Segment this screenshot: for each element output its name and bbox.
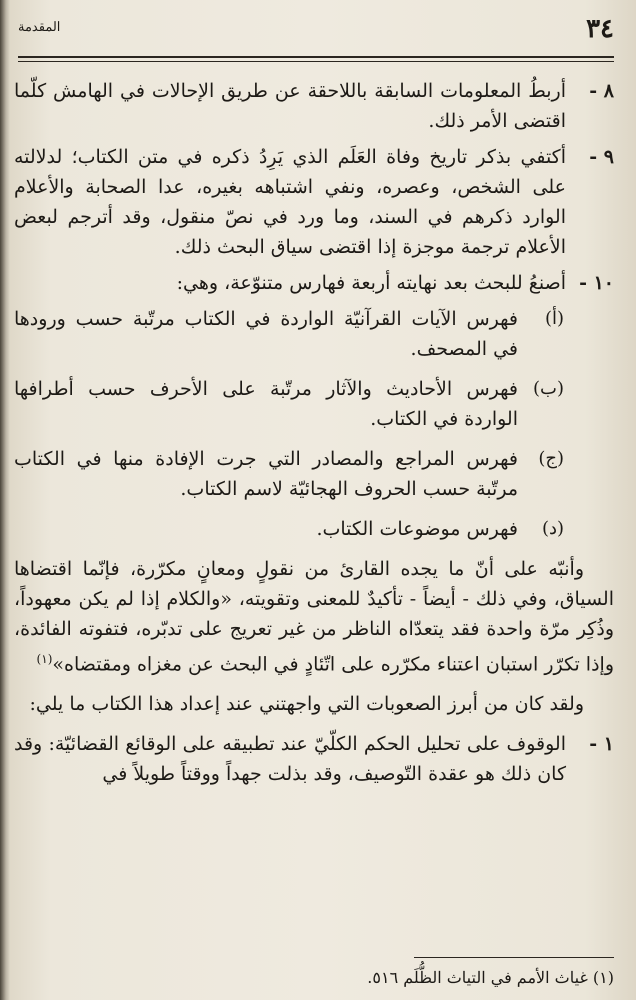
list-item (14, 142, 614, 262)
index-text: فهرس الأحاديث والآثار مرتّبة على الأحرف حسب أطرافها الواردة في الكتاب. (14, 378, 518, 430)
page-body (14, 76, 614, 795)
index-letter: (ج) (538, 448, 564, 469)
binding-shadow (0, 0, 10, 1000)
item-text: أصنعُ للبحث بعد نهايته أربعة فهارس متنوّعة، وهي: (176, 272, 566, 294)
item-number: ١٠ - (579, 272, 614, 294)
index-text: فهرس موضوعات الكتاب. (316, 518, 518, 540)
header-rule-thin (18, 61, 614, 62)
list-item (14, 76, 614, 136)
running-head: المقدمة (18, 20, 61, 35)
page-header (18, 14, 614, 58)
item-text: أكتفي بذكر تاريخ وفاة العَلَم الذي يَرِدُ ذكره في متن الكتاب؛ لدلالته على الشخص، وعصره، ونفي اشتباهه بغيره، عدا الصحابة والأعلام الوارد ذكرهم في السند، وما ورد في نصّ منقول، وقد أترجم لبعض الأعلام ترجمة موجزة إذا اقتضى سياق البحث ذلك. (14, 146, 566, 258)
repetition-note-paragraph (14, 554, 614, 679)
list-item (14, 268, 614, 298)
item-number: ١ - (589, 733, 614, 756)
list-item (14, 729, 614, 789)
index-item (14, 444, 614, 504)
item-number: ٨ - (589, 80, 614, 102)
item-text: الوقوف على تحليل الحكم الكلّيّ عند تطبيقه على الوقائع القضائيّة: وقد كان ذلك هو عقدة التّوصيف، وقد بذلت جهداً ووقتاً طويلاً في (14, 733, 566, 786)
header-rule (18, 56, 614, 58)
index-letter: (د) (541, 518, 564, 539)
index-text: فهرس المراجع والمصادر التي جرت الإفادة منها في الكتاب مرتّبة حسب الحروف الهجائيّة لاسم الكتاب. (14, 448, 518, 500)
footnote-mark: (١) (592, 968, 614, 987)
item-text: أربطُ المعلومات السابقة باللاحقة عن طريق الإحالات في الهامش كلّما اقتضى الأمر ذلك. (14, 80, 566, 132)
footnote-text: غياث الأمم في التياث الظُّلَم ٥١٦. (367, 968, 588, 987)
footnote-reference: (١) (36, 652, 53, 666)
index-letter: (أ) (544, 308, 564, 329)
index-item (14, 374, 614, 434)
index-item (14, 304, 614, 364)
index-letter: (ب) (533, 378, 564, 399)
footnote-separator (414, 957, 614, 958)
footnote (367, 966, 614, 990)
page-number: ٣٤ (586, 14, 614, 44)
index-text: فهرس الآيات القرآنيّة الواردة في الكتاب مرتّبة حسب ورودها في المصحف. (14, 308, 518, 360)
index-item (14, 514, 614, 544)
paragraph-text: وأنبّه على أنّ ما يجده القارئ من نقولٍ ومعانٍ مكرّرة، فإنّما اقتضاها السياق، وفي ذلك - أيضاً - تأكيدٌ للمعنى وتقويته، «والكلام إذا لم يكن معهوداً، وذُكِر مرّة واحدة فقد يتعدّاه الناظر من غير تعريج على تدبّره، فتفوته الفائدة، وإذا تكرّر استبان اعتناء مكرّره على اتّئادٍ في البحث عن مغزاه ومقتضاه» (14, 558, 614, 676)
difficulties-intro: ولقد كان من أبرز الصعوبات التي واجهتني عند إعداد هذا الكتاب ما يلي: (29, 693, 584, 716)
item-number: ٩ - (589, 146, 614, 168)
